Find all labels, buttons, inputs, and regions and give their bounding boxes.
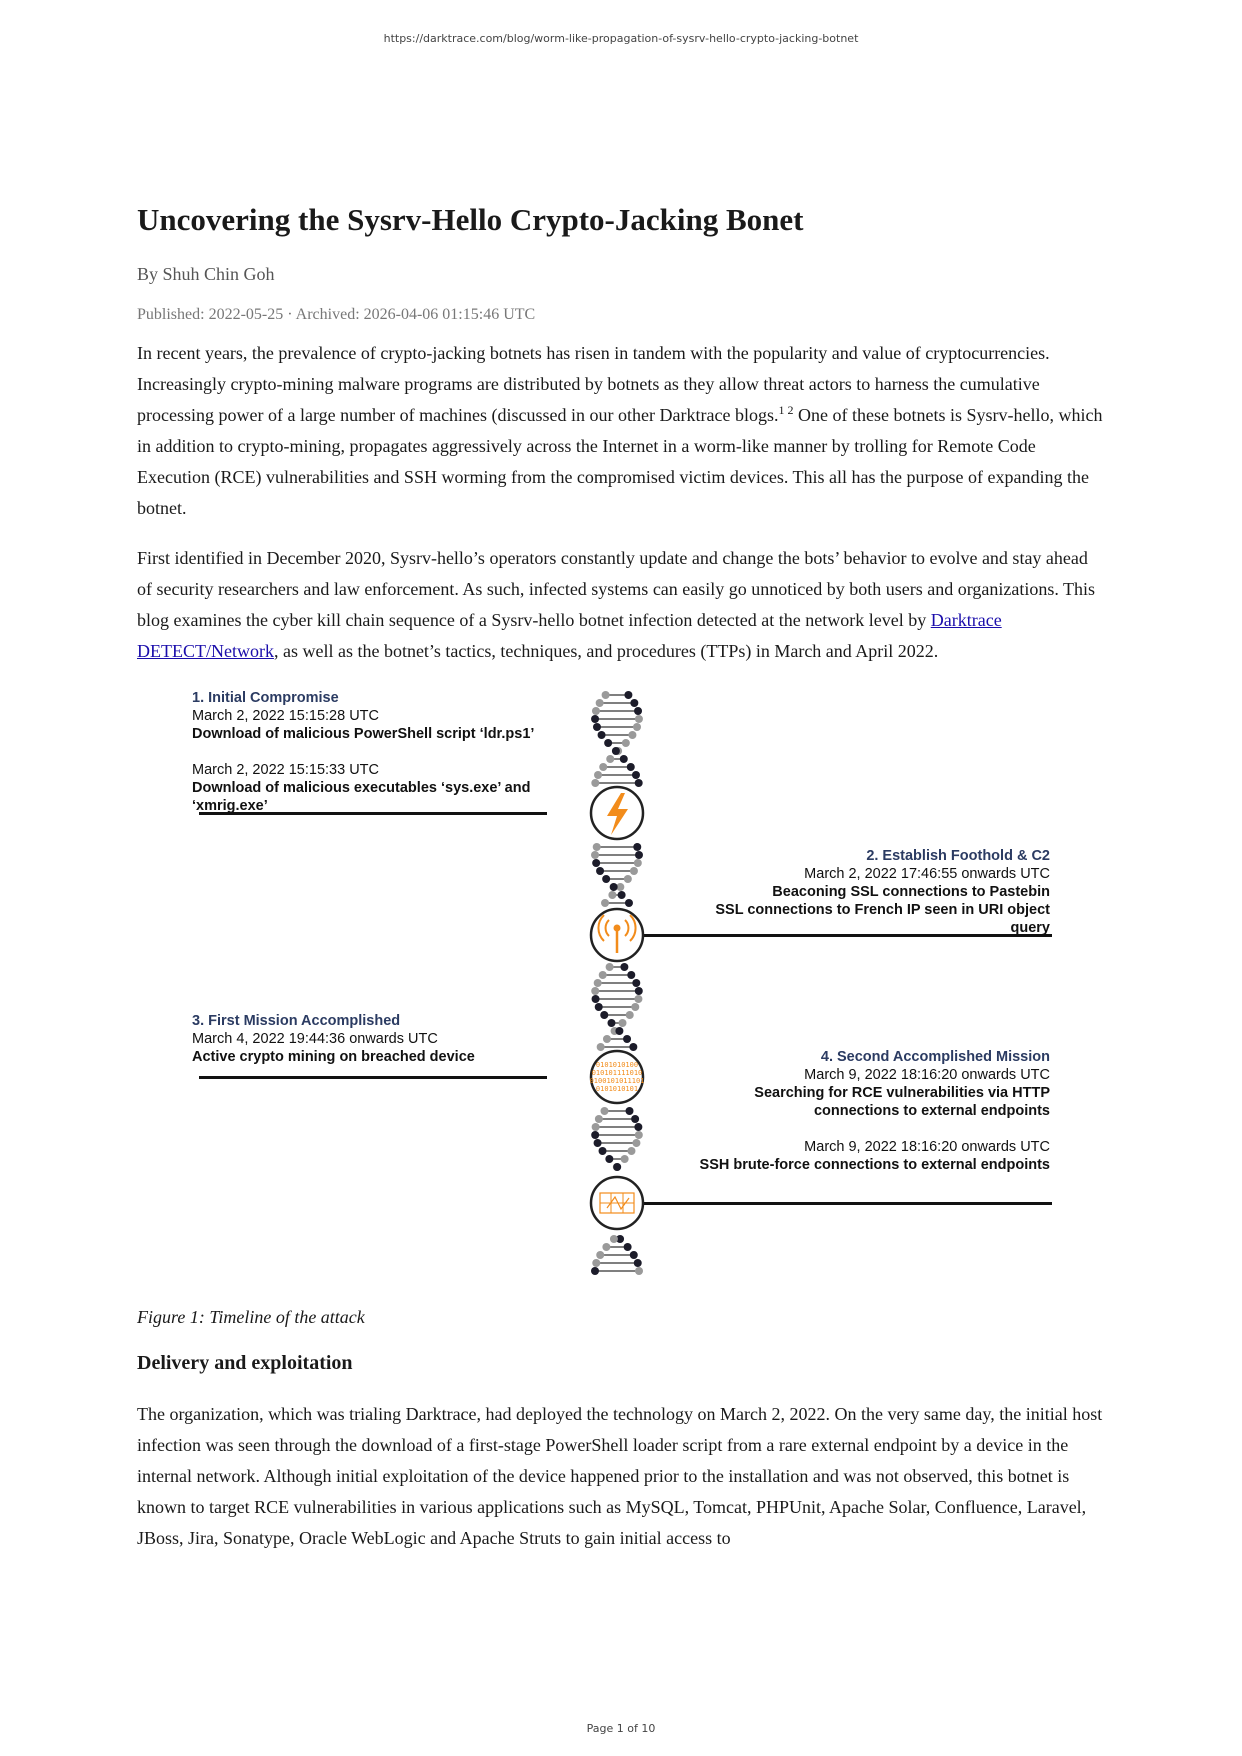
- helix-node: [599, 1147, 607, 1155]
- stage4-event1b: connections to external endpoints: [813, 1103, 1050, 1119]
- helix-node: [591, 779, 599, 787]
- stage1-date1: March 2, 2022 15:15:28 UTC: [192, 708, 379, 724]
- stage4-date1: March 9, 2022 18:16:20 onwards UTC: [804, 1067, 1050, 1083]
- helix-node: [635, 715, 643, 723]
- helix-node: [610, 1235, 618, 1243]
- helix-node: [627, 971, 635, 979]
- helix-node: [620, 963, 628, 971]
- stage4-event2: SSH brute-force connections to external endpoints: [699, 1157, 1050, 1173]
- stage4-event1a: Searching for RCE vulnerabilities via HTTP: [754, 1085, 1050, 1101]
- helix-node: [591, 1131, 599, 1139]
- helix-node: [623, 1035, 631, 1043]
- intro-text-cont: One of these botnets is Sysrv-hello, which in addition to crypto-mining, propagates aggressively across the Internet in a worm-like manner by trolling for Remote Code Execution (RCE) vulnerabilities and SSH worming from the compromised victim devices. This all has the purpose of expanding the botnet.: [137, 405, 1103, 518]
- helix-node: [613, 1163, 621, 1171]
- stage1-event2b: ‘xmrig.exe’: [192, 798, 268, 814]
- helix-node: [602, 691, 610, 699]
- helix-node: [606, 755, 614, 763]
- helix-node: [632, 771, 640, 779]
- stage3-heading: 3. First Mission Accomplished: [192, 1013, 401, 1029]
- helix-node: [592, 707, 600, 715]
- article-meta: Published: 2022-05-25 · Archived: 2026-04-06 01:15:46 UTC: [137, 306, 536, 323]
- stage2-event2b: query: [1010, 920, 1050, 936]
- helix-node: [602, 1243, 610, 1251]
- helix-node: [625, 899, 633, 907]
- helix-node: [595, 1115, 603, 1123]
- helix-node: [619, 1019, 627, 1027]
- helix-node: [631, 1003, 639, 1011]
- helix-node: [634, 1259, 642, 1267]
- context-text-cont: , as well as the botnet’s tactics, techniques, and procedures (TTPs) in March and April 2022.: [273, 641, 939, 661]
- helix-node: [629, 1043, 637, 1051]
- helix-node: [621, 1155, 629, 1163]
- helix-node: [612, 747, 620, 755]
- helix-node: [594, 979, 602, 987]
- article-byline: By Shuh Chin Goh: [137, 264, 275, 284]
- helix-node: [605, 1155, 613, 1163]
- helix-node: [610, 883, 618, 891]
- intro-paragraph: [137, 338, 1105, 524]
- article: [137, 200, 1105, 1554]
- helix-node: [633, 843, 641, 851]
- stage2-date1: March 2, 2022 17:46:55 onwards UTC: [804, 866, 1050, 882]
- stage2-text: [642, 847, 1050, 937]
- helix-node: [598, 731, 606, 739]
- helix-node: [632, 979, 640, 987]
- helix-node: [593, 843, 601, 851]
- stage3-event1: Active crypto mining on breached device: [192, 1049, 475, 1065]
- helix-node: [606, 963, 614, 971]
- helix-node: [632, 1139, 640, 1147]
- helix-node: [635, 1267, 643, 1275]
- stage2-event1: Beaconing SSL connections to Pastebin: [772, 884, 1050, 900]
- helix-node: [630, 699, 638, 707]
- binary-glyph: 0100101011101: [589, 1077, 645, 1085]
- article-title: Uncovering the Sysrv-Hello Crypto-Jacking Bonet: [137, 202, 804, 237]
- context-text: First identified in December 2020, Sysrv-hello’s operators constantly update and change the bots’ behavior to evolve and stay ahead of security researchers and law enforcement. As such, infected systems can easily go unnoticed by both users and organizations. This blog examines the cyber kill chain sequence of a Sysrv-hello botnet infection detected at the network level by: [137, 548, 1096, 630]
- binary-glyph: 010101111010: [591, 1069, 643, 1077]
- section-heading: Delivery and exploitation: [137, 1352, 353, 1374]
- helix-node: [631, 1115, 639, 1123]
- helix-node: [591, 851, 599, 859]
- helix-node: [591, 987, 599, 995]
- context-paragraph: [137, 543, 1105, 667]
- lightning-icon: [591, 787, 643, 839]
- binary-glyph: 0101010100: [595, 1061, 639, 1069]
- delivery-paragraph: The organization, which was trialing Darktrace, had deployed the technology on March 2, 2022. On the very same day, the initial host infection was seen through the download of a first-stage PowerShell loader script from a rare external endpoint by a device in the internal network. Although initial exploitation of the device happened prior to the installation and was not observed, this botnet is known to target RCE vulnerabilities in various applications such as MySQL, Tomcat, PHPUnit, Apache Solar, Confluence, Laravel, JBoss, Jira, Sonatype, Oracle WebLogic and Apache Struts to gain initial access to: [137, 1404, 1103, 1548]
- helix-node: [626, 1011, 634, 1019]
- helix-node: [591, 1267, 599, 1275]
- helix-node: [627, 1147, 635, 1155]
- helix-node: [624, 875, 632, 883]
- helix-node: [622, 739, 630, 747]
- helix-node: [596, 867, 604, 875]
- helix-node: [628, 731, 636, 739]
- stage3-bar: [199, 1076, 547, 1079]
- stage3-date1: March 4, 2022 19:44:36 onwards UTC: [192, 1031, 438, 1047]
- stage4-text: [642, 1048, 1050, 1174]
- helix-node: [620, 755, 628, 763]
- binary-glyph: 0101010101: [595, 1085, 639, 1093]
- attack-timeline-figure: [137, 683, 1105, 1288]
- figure-caption: Figure 1: Timeline of the attack: [137, 1307, 365, 1327]
- helix-node: [604, 739, 612, 747]
- helix-node: [635, 987, 643, 995]
- helix-node: [608, 891, 616, 899]
- helix-node: [615, 1027, 623, 1035]
- helix-node: [635, 779, 643, 787]
- helix-node: [600, 1107, 608, 1115]
- helix-node: [596, 1251, 604, 1259]
- helix-node: [607, 1019, 615, 1027]
- stage4-date2: March 9, 2022 18:16:20 onwards UTC: [804, 1139, 1050, 1155]
- stage2-heading: 2. Establish Foothold & C2: [866, 848, 1050, 864]
- helix-node: [627, 763, 635, 771]
- helix-node: [634, 707, 642, 715]
- helix-node: [630, 1251, 638, 1259]
- network-map-icon: [591, 1177, 643, 1229]
- stage2-event2a: SSL connections to French IP seen in URI object: [715, 902, 1050, 918]
- helix-node: [596, 699, 604, 707]
- darktrace-detect-link[interactable]: Darktrace DETECT/Network: [137, 610, 1002, 661]
- helix-node: [624, 691, 632, 699]
- stage3-text: [192, 1012, 552, 1066]
- stage1-heading: 1. Initial Compromise: [192, 690, 339, 706]
- helix-node: [591, 715, 599, 723]
- footnote-refs[interactable]: 1 2: [778, 403, 794, 417]
- helix-node: [630, 867, 638, 875]
- stage1-date2: March 2, 2022 15:15:33 UTC: [192, 762, 379, 778]
- helix-node: [624, 1243, 632, 1251]
- helix-node: [633, 723, 641, 731]
- intro-text: In recent years, the prevalence of crypto-jacking botnets has risen in tandem with the popularity and value of cryptocurrencies. Increasingly crypto-mining malware programs are distributed by botnets as they allow threat actors to harness the cumulative processing power of a large number of machines (discussed in our other Darktrace blogs.: [137, 343, 1050, 425]
- helix-node: [601, 899, 609, 907]
- stage4-bar: [643, 1202, 1052, 1205]
- helix-node: [592, 1259, 600, 1267]
- helix-node: [634, 995, 642, 1003]
- helix-node: [597, 1043, 605, 1051]
- stage4-heading: 4. Second Accomplished Mission: [820, 1049, 1050, 1065]
- helix-node: [595, 1003, 603, 1011]
- helix-node: [594, 1139, 602, 1147]
- helix-node: [600, 1011, 608, 1019]
- helix-node: [599, 971, 607, 979]
- stage1-event1: Download of malicious PowerShell script ‘ldr.ps1’: [192, 726, 535, 742]
- helix-node: [602, 875, 610, 883]
- radio-tower-icon: [591, 909, 643, 961]
- binary-code-icon: [590, 1051, 645, 1103]
- page-url-header: https://darktrace.com/blog/worm-like-propagation-of-sysrv-hello-crypto-jacking-botnet: [383, 32, 859, 45]
- helix-node: [592, 1123, 600, 1131]
- helix-node: [599, 763, 607, 771]
- helix-node: [594, 771, 602, 779]
- helix-node: [592, 995, 600, 1003]
- stage1-text: [192, 689, 552, 815]
- stage1-event2a: Download of malicious executables ‘sys.exe’ and: [192, 780, 531, 796]
- helix-node: [626, 1107, 634, 1115]
- helix-node: [618, 891, 626, 899]
- helix-node: [592, 859, 600, 867]
- page-number: Page 1 of 10: [586, 1722, 656, 1735]
- helix-node: [603, 1035, 611, 1043]
- helix-node: [593, 723, 601, 731]
- helix-node: [634, 859, 642, 867]
